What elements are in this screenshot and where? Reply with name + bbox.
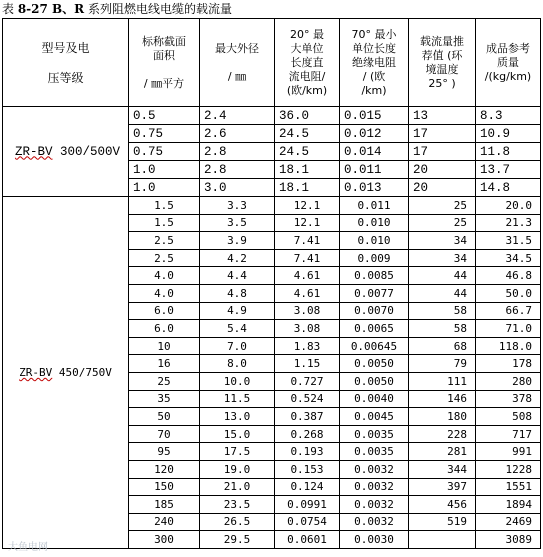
caption-prefix: 表 <box>2 2 18 16</box>
table-cell: 66.7 <box>476 302 541 320</box>
table-cell: 0.0754 <box>275 513 340 531</box>
table-cell: 1894 <box>476 496 541 514</box>
table-cell: 0.124 <box>275 478 340 496</box>
header-section-area-line: / ㎜平方 <box>143 76 185 90</box>
table-cell: 0.524 <box>275 390 340 408</box>
table-row <box>3 107 541 125</box>
header-section-area-line <box>129 63 199 77</box>
table-cell: 18.1 <box>275 179 340 197</box>
table-cell: 0.0050 <box>340 355 409 373</box>
table-cell: 46.8 <box>476 267 541 285</box>
table-cell: 2469 <box>476 513 541 531</box>
model-voltage: 450/750V <box>52 365 112 379</box>
table-caption <box>2 0 232 18</box>
table-cell: 4.2 <box>200 249 275 267</box>
table-cell: 71.0 <box>476 320 541 338</box>
table-cell: 0.387 <box>275 408 340 426</box>
table-cell: 0.011 <box>340 161 409 179</box>
table-cell: 25 <box>129 372 200 390</box>
header-insulation-resistance-line: 绝缘电阻 <box>352 55 396 69</box>
table-cell: 7.41 <box>275 232 340 250</box>
table-cell: 378 <box>476 390 541 408</box>
header-dc-resistance-line: 流电阻/ <box>288 69 326 83</box>
table-cell: 1551 <box>476 478 541 496</box>
header-row <box>3 19 541 107</box>
table-cell: 12.1 <box>275 214 340 232</box>
table-cell: 7.41 <box>275 249 340 267</box>
header-current-capacity-line: 境温度 <box>425 62 459 76</box>
watermark: 大鱼电网 <box>8 542 48 553</box>
header-insulation-resistance-line: 单位长度 <box>352 41 396 55</box>
table-cell: 6.0 <box>129 320 200 338</box>
table-cell: 17 <box>409 125 476 143</box>
table-cell: 50.0 <box>476 284 541 302</box>
table-cell: 11.8 <box>476 143 541 161</box>
caption-number: 8-27 B、R <box>17 2 85 16</box>
table-cell: 21.3 <box>476 214 541 232</box>
table-cell: 95 <box>129 443 200 461</box>
table-cell: 6.0 <box>129 302 200 320</box>
group2-model-cell <box>3 197 129 549</box>
table-cell: 13.0 <box>200 408 275 426</box>
table-cell: 240 <box>129 513 200 531</box>
header-weight <box>476 19 541 107</box>
table-cell: 2.8 <box>200 143 275 161</box>
table-cell: 17 <box>409 143 476 161</box>
header-section-area <box>129 19 200 107</box>
table-cell: 79 <box>409 355 476 373</box>
header-weight-line: 质量 <box>497 55 519 69</box>
table-cell: 35 <box>129 390 200 408</box>
header-insulation-resistance <box>340 19 409 107</box>
table-cell: 3.3 <box>200 197 275 215</box>
model-prefix: ZR-BV <box>14 144 53 159</box>
header-dc-resistance-line: 20° 最 <box>290 27 324 41</box>
table-cell: 120 <box>129 460 200 478</box>
table-cell: 0.0601 <box>275 531 340 549</box>
table-cell: 17.5 <box>200 443 275 461</box>
header-dc-resistance-line: 长度直 <box>290 55 324 69</box>
table-cell: 0.0032 <box>340 513 409 531</box>
table-cell: 0.0045 <box>340 408 409 426</box>
header-insulation-resistance-line: 70° 最小 <box>351 27 397 41</box>
caption-title: 系列阻燃电线电缆的载流量 <box>84 2 232 16</box>
table-cell: 0.153 <box>275 460 340 478</box>
table-cell: 0.0070 <box>340 302 409 320</box>
table-cell: 4.9 <box>200 302 275 320</box>
table-cell: 10.9 <box>476 125 541 143</box>
table-cell: 0.0032 <box>340 496 409 514</box>
table-cell: 0.75 <box>129 143 200 161</box>
table-cell: 0.268 <box>275 425 340 443</box>
table-cell: 519 <box>409 513 476 531</box>
table-cell: 8.0 <box>200 355 275 373</box>
header-dc-resistance <box>275 19 340 107</box>
header-current-capacity-line: 荐值 (环 <box>421 48 463 62</box>
table-cell: 118.0 <box>476 337 541 355</box>
table-cell: 21.0 <box>200 478 275 496</box>
table-cell: 0.727 <box>275 372 340 390</box>
table-cell: 0.0030 <box>340 531 409 549</box>
table-cell: 15.0 <box>200 425 275 443</box>
table-cell: 1.0 <box>129 179 200 197</box>
table-cell: 0.0085 <box>340 267 409 285</box>
table-cell: 300 <box>129 531 200 549</box>
table-cell: 7.0 <box>200 337 275 355</box>
header-max-diameter-line: / ㎜ <box>227 69 247 83</box>
header-section-area-line: 面积 <box>153 48 175 62</box>
table-cell: 0.0032 <box>340 478 409 496</box>
table-cell: 0.5 <box>129 107 200 125</box>
header-weight-line: 成品参考 <box>486 41 530 55</box>
table-cell: 1.5 <box>129 197 200 215</box>
table-cell: 26.5 <box>200 513 275 531</box>
table-cell: 1.83 <box>275 337 340 355</box>
header-model <box>3 19 129 107</box>
table-cell: 146 <box>409 390 476 408</box>
table-cell: 4.61 <box>275 267 340 285</box>
table-cell: 185 <box>129 496 200 514</box>
table-cell: 14.8 <box>476 179 541 197</box>
table-cell: 34.5 <box>476 249 541 267</box>
header-model-line2: 压等级 <box>47 70 84 85</box>
table-cell: 34 <box>409 232 476 250</box>
header-max-diameter-line: 最大外径 <box>215 41 259 55</box>
table-cell: 4.61 <box>275 284 340 302</box>
header-max-diameter <box>200 19 275 107</box>
table-cell: 1.5 <box>129 214 200 232</box>
table-cell: 3.0 <box>200 179 275 197</box>
table-cell: 44 <box>409 284 476 302</box>
table-cell: 2.5 <box>129 232 200 250</box>
table-cell: 12.1 <box>275 197 340 215</box>
table-cell: 29.5 <box>200 531 275 549</box>
table-cell: 0.010 <box>340 214 409 232</box>
table-cell: 34 <box>409 249 476 267</box>
header-section-area-line: 标称截面 <box>142 34 186 48</box>
table-cell: 150 <box>129 478 200 496</box>
table-cell: 228 <box>409 425 476 443</box>
table-cell: 397 <box>409 478 476 496</box>
header-dc-resistance-line: (欧/km) <box>286 83 328 97</box>
table-cell: 23.5 <box>200 496 275 514</box>
table-cell: 44 <box>409 267 476 285</box>
header-current-capacity-line: 25° ) <box>428 76 456 90</box>
table-cell: 180 <box>409 408 476 426</box>
table-cell <box>409 531 476 549</box>
table-cell: 0.009 <box>340 249 409 267</box>
table-cell: 1.0 <box>129 161 200 179</box>
table-cell: 0.0050 <box>340 372 409 390</box>
table-cell: 68 <box>409 337 476 355</box>
table-cell: 281 <box>409 443 476 461</box>
table-cell: 13.7 <box>476 161 541 179</box>
table-cell: 18.1 <box>275 161 340 179</box>
table-cell: 0.010 <box>340 232 409 250</box>
table-cell: 991 <box>476 443 541 461</box>
table-cell: 31.5 <box>476 232 541 250</box>
table-cell: 24.5 <box>275 143 340 161</box>
table-cell: 10 <box>129 337 200 355</box>
header-max-diameter-line <box>200 56 274 70</box>
table-cell: 344 <box>409 460 476 478</box>
table-cell: 10.0 <box>200 372 275 390</box>
header-insulation-resistance-line: /km) <box>361 83 387 97</box>
table-cell: 0.0065 <box>340 320 409 338</box>
header-dc-resistance-line: 大单位 <box>290 41 324 55</box>
header-current-capacity <box>409 19 476 107</box>
table-cell: 3.08 <box>275 302 340 320</box>
table-cell: 70 <box>129 425 200 443</box>
table-cell: 25 <box>409 214 476 232</box>
header-insulation-resistance-line: / (欧 <box>362 69 386 83</box>
table-cell: 0.013 <box>340 179 409 197</box>
table-cell: 4.0 <box>129 267 200 285</box>
table-cell: 0.0032 <box>340 460 409 478</box>
model-voltage: 300/500V <box>52 144 121 159</box>
header-weight-line: /(kg/km) <box>484 69 532 83</box>
table-cell: 20 <box>409 161 476 179</box>
table-cell: 280 <box>476 372 541 390</box>
table-cell: 4.4 <box>200 267 275 285</box>
table-cell: 2.6 <box>200 125 275 143</box>
table-cell: 0.0040 <box>340 390 409 408</box>
table-cell: 24.5 <box>275 125 340 143</box>
table-cell: 111 <box>409 372 476 390</box>
table-cell: 3.5 <box>200 214 275 232</box>
table-cell: 2.4 <box>200 107 275 125</box>
table-cell: 717 <box>476 425 541 443</box>
table-cell: 0.0077 <box>340 284 409 302</box>
table-cell: 0.0991 <box>275 496 340 514</box>
table-cell: 0.014 <box>340 143 409 161</box>
table-cell: 19.0 <box>200 460 275 478</box>
table-cell: 0.193 <box>275 443 340 461</box>
table-row <box>3 197 541 215</box>
table-cell: 1.15 <box>275 355 340 373</box>
table-cell: 11.5 <box>200 390 275 408</box>
table-cell: 3089 <box>476 531 541 549</box>
table-cell: 20 <box>409 179 476 197</box>
table-cell: 0.0035 <box>340 425 409 443</box>
table-cell: 20.0 <box>476 197 541 215</box>
table-cell: 16 <box>129 355 200 373</box>
table-cell: 0.00645 <box>340 337 409 355</box>
table-cell: 508 <box>476 408 541 426</box>
table-cell: 0.75 <box>129 125 200 143</box>
table-cell: 2.8 <box>200 161 275 179</box>
model-prefix: ZR-BV <box>19 365 53 379</box>
table-cell: 50 <box>129 408 200 426</box>
table-cell: 58 <box>409 320 476 338</box>
table-cell: 178 <box>476 355 541 373</box>
table-cell: 8.3 <box>476 107 541 125</box>
cable-current-table <box>2 18 541 549</box>
table-cell: 13 <box>409 107 476 125</box>
table-cell: 3.9 <box>200 232 275 250</box>
header-model-line1: 型号及电 <box>41 40 90 55</box>
table-cell: 3.08 <box>275 320 340 338</box>
table-cell: 2.5 <box>129 249 200 267</box>
table-cell: 456 <box>409 496 476 514</box>
table-cell: 4.8 <box>200 284 275 302</box>
table-body <box>3 107 541 549</box>
table-cell: 25 <box>409 197 476 215</box>
table-cell: 0.012 <box>340 125 409 143</box>
table-cell: 0.0035 <box>340 443 409 461</box>
table-cell: 0.011 <box>340 197 409 215</box>
table-cell: 36.0 <box>275 107 340 125</box>
group1-model-cell <box>3 107 129 197</box>
table-cell: 0.015 <box>340 107 409 125</box>
header-current-capacity-line: 载流量推 <box>420 34 464 48</box>
table-cell: 1228 <box>476 460 541 478</box>
table-cell: 5.4 <box>200 320 275 338</box>
table-cell: 58 <box>409 302 476 320</box>
table-cell: 4.0 <box>129 284 200 302</box>
